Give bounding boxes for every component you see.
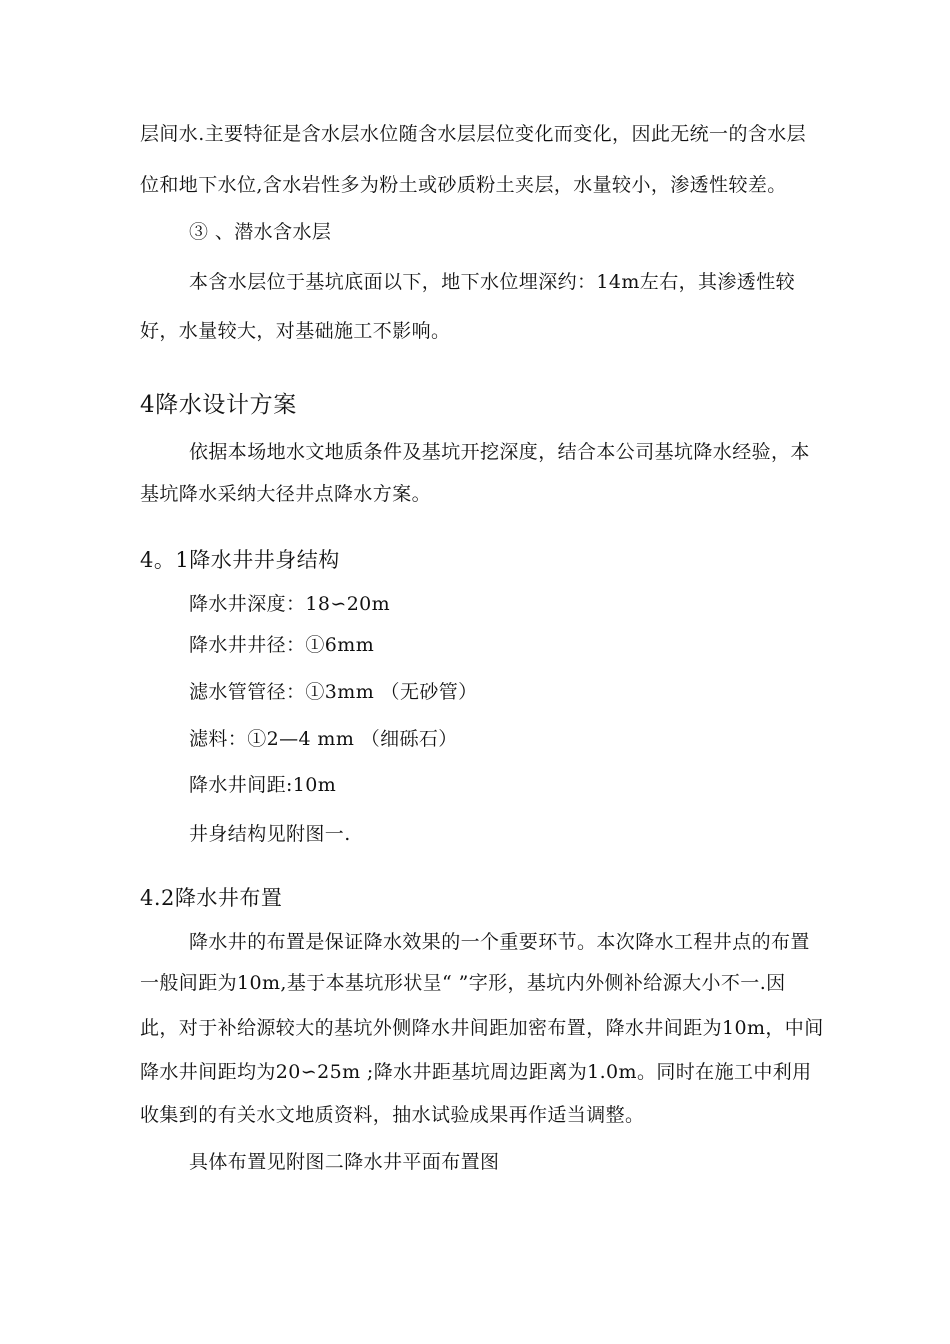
paragraph-line: 一般间距为10m,基于本基坑形状呈“ ”字形，基坑内外侧补给源大小不一.因 [140,972,786,994]
list-item: 降水井间距:10m [189,774,337,796]
paragraph-line: 降水井的布置是保证降水效果的一个重要环节。本次降水工程井点的布置 [189,931,810,953]
list-item: 滤水管管径：①3mm （无砂管） [189,681,478,703]
list-item: 降水井深度：18∽20m [189,593,391,615]
paragraph-line: 本含水层位于基坑底面以下，地下水位埋深约：14m左右，其渗透性较 [189,271,795,293]
paragraph-line: 依据本场地水文地质条件及基坑开挖深度，结合本公司基坑降水经验，本 [189,441,810,463]
subsection-title: ③ 、潜水含水层 [189,221,332,243]
paragraph-line: 降水井间距均为20∽25m ;降水井距基坑周边距离为1.0m。同时在施工中利用 [140,1061,812,1083]
section-heading: 4降水设计方案 [140,392,297,418]
subsection-heading: 4。1降水井井身结构 [140,548,340,572]
list-item: 滤料：①2—4 mm （细砾石） [189,728,458,750]
paragraph-line: 位和地下水位,含水岩性多为粉土或砂质粉土夹层，水量较小，渗透性较差。 [140,174,787,196]
subsection-heading: 4.2降水井布置 [140,886,283,910]
paragraph-line: 层间水.主要特征是含水层水位随含水层层位变化而变化，因此无统一的含水层 [140,123,807,145]
paragraph-line: 收集到的有关水文地质资料，抽水试验成果再作适当调整。 [140,1104,645,1126]
paragraph-line: 此，对于补给源较大的基坑外侧降水井间距加密布置，降水井间距为10m，中间 [140,1017,824,1039]
paragraph-line: 基坑降水采纳大径井点降水方案。 [140,483,432,505]
list-item: 降水井井径：①6mm [189,634,375,656]
paragraph-line: 具体布置见附图二降水井平面布置图 [189,1151,500,1173]
list-item: 井身结构见附图一. [189,823,351,845]
paragraph-line: 好，水量较大，对基础施工不影响。 [140,320,451,342]
